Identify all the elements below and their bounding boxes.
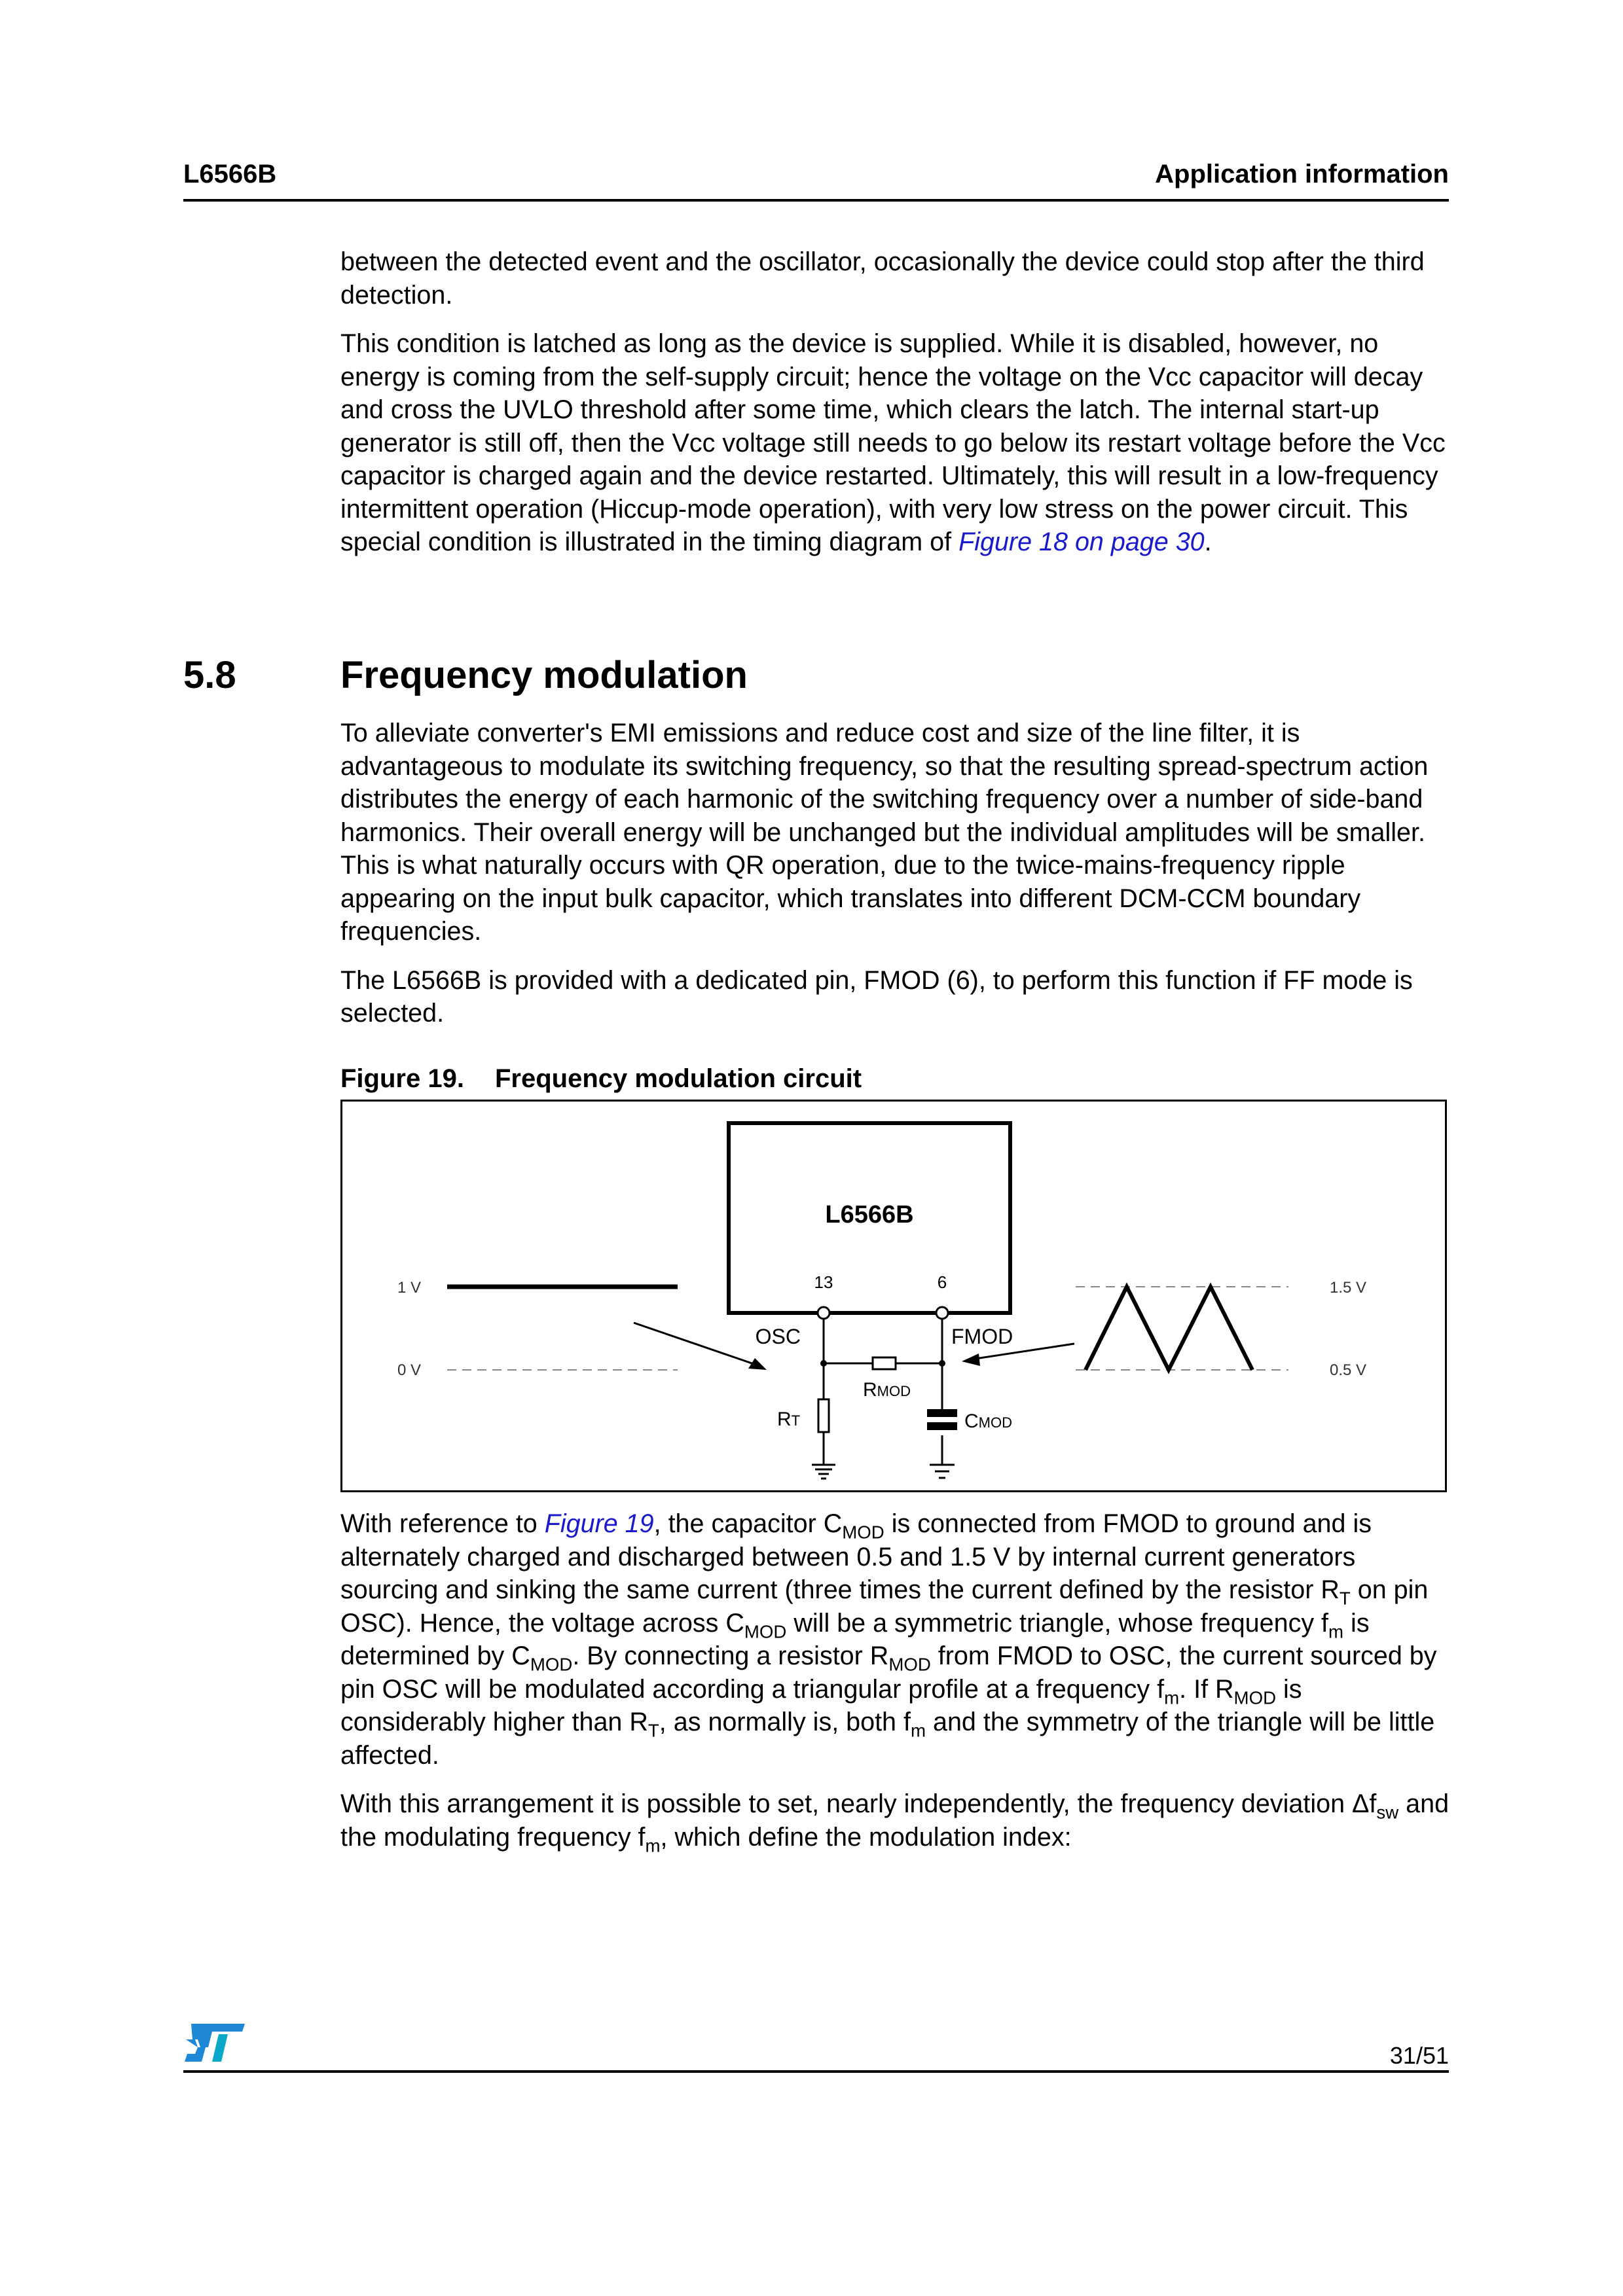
right-low-level-label: 0.5 V [1330, 1361, 1367, 1379]
pin-fmod-number: 6 [937, 1272, 947, 1292]
left-high-level-label: 1 V [397, 1279, 421, 1297]
section-paragraph-2: The L6566B is provided with a dedicated pin, FMOD (6), to perform this function if FF mode is selected. [340, 965, 1413, 1028]
footer-rule [183, 2070, 1449, 2073]
frequency-modulation-circuit-figure [340, 1100, 1447, 1492]
arrow-icon-osc [634, 1323, 767, 1370]
rmod-resistor-icon [873, 1357, 896, 1369]
intro-paragraph-2-text: This condition is latched as long as the device is supplied. While it is disabled, however, no energy is coming from the self-supply circuit; hence the voltage on the Vcc capacitor will decay and cross the UVLO threshold after some time, which clears the latch. The internal start-up generator is still off, then the Vcc voltage still needs to go below its restart voltage before the Vcc capacitor is charged again and the device restarted. Ultimately, this will result in a low-frequency intermittent operation (Hiccup-mode operation), with very low stress on the power circuit. This special condition is illustrated in the timing diagram of [340, 329, 1446, 556]
section-text [340, 717, 1453, 1030]
header-section-title: Application information [1155, 160, 1449, 188]
figure-caption [340, 1064, 862, 1094]
figure-18-link[interactable]: Figure 18 on page 30 [958, 528, 1205, 556]
ground-icon-rt [812, 1465, 835, 1479]
header-rule [183, 199, 1449, 202]
page-number: 31/51 [1389, 2042, 1449, 2069]
header-doc-id: L6566B [183, 160, 277, 188]
cmod-capacitor-plate-bottom [927, 1422, 957, 1430]
intro-text [340, 245, 1453, 559]
junction-fmod [939, 1360, 945, 1367]
section-number: 5.8 [183, 654, 236, 696]
rt-label: RT [777, 1408, 801, 1430]
pin-osc-terminal [818, 1307, 830, 1319]
cmod-label: CMOD [964, 1410, 1012, 1432]
ground-icon-cmod [930, 1465, 955, 1478]
section-paragraph-1: To alleviate converter's EMI emissions and reduce cost and size of the line filter, it is advantageous to modulate its switching frequency, so that the resulting spread-spectrum action distributes the energy of each harmonic of the switching frequency over a number of side-band harmonics. Their overall energy will be unchanged but the individual amplitudes will be smaller. This is what naturally occurs with QR operation, due to the twice-mains-frequency ripple appearing on the input bulk capacitor, which translates into different DCM-CCM boundary frequencies. [340, 719, 1429, 946]
rmod-label: RMOD [863, 1379, 911, 1401]
pin-fmod-terminal [936, 1307, 948, 1319]
section-title: Frequency modulation [340, 654, 748, 696]
chip-block [729, 1123, 1010, 1313]
intro-paragraph-2-end: . [1204, 528, 1212, 556]
left-low-level-label: 0 V [397, 1361, 421, 1379]
after-figure-paragraph-2: With this arrangement it is possible to set, nearly independently, the frequency deviation $\Delta f_{sw}$ and the modulating frequency $f_m$, which define the modulation index: [340, 1789, 1450, 1856]
cmod-capacitor-plate-top [927, 1409, 957, 1417]
st-logo-icon [183, 2021, 246, 2066]
figure-number: Figure 19. [340, 1064, 464, 1093]
pin-fmod-label: FMOD [951, 1325, 1013, 1348]
pin-osc-number: 13 [814, 1272, 833, 1292]
intro-paragraph-2 [340, 327, 1453, 559]
intro-paragraph-1: between the detected event and the oscillator, occasionally the device could stop after the third detection. [340, 247, 1425, 310]
figure-title: Frequency modulation circuit [495, 1064, 862, 1093]
rt-resistor-icon [818, 1399, 829, 1432]
after-figure-paragraph-1: With reference to Figure 19, the capacitor $C_{MOD}$ is connected from FMOD to ground and is alternately charged and discharged between 0.5 and 1.5 V by internal current generators sourcing and sinking the same current (three times the current defined by the resistor $R_T$ on pin OSC). Hence, the voltage across $C_{MOD}$ will be a symmetric triangle, whose frequency $f_m$ is determined by $C_{MOD}$. By connecting a resistor $R_{MOD}$ from FMOD to OSC, the current sourced by pin OSC will be modulated according a triangular profile at a frequency $f_m$. If $R_{MOD}$ is considerably higher than $R_T$, as normally is, both $f_m$ and the symmetry of the triangle will be little affected. [340, 1509, 1437, 1770]
right-high-level-label: 1.5 V [1330, 1279, 1367, 1297]
junction-osc [820, 1360, 827, 1367]
after-figure-text [340, 1507, 1453, 1854]
pin-osc-label: OSC [755, 1325, 801, 1348]
triangle-waveform [1085, 1287, 1252, 1370]
figure-19-link[interactable]: Figure 19 [544, 1509, 654, 1538]
chip-label: L6566B [825, 1201, 914, 1229]
